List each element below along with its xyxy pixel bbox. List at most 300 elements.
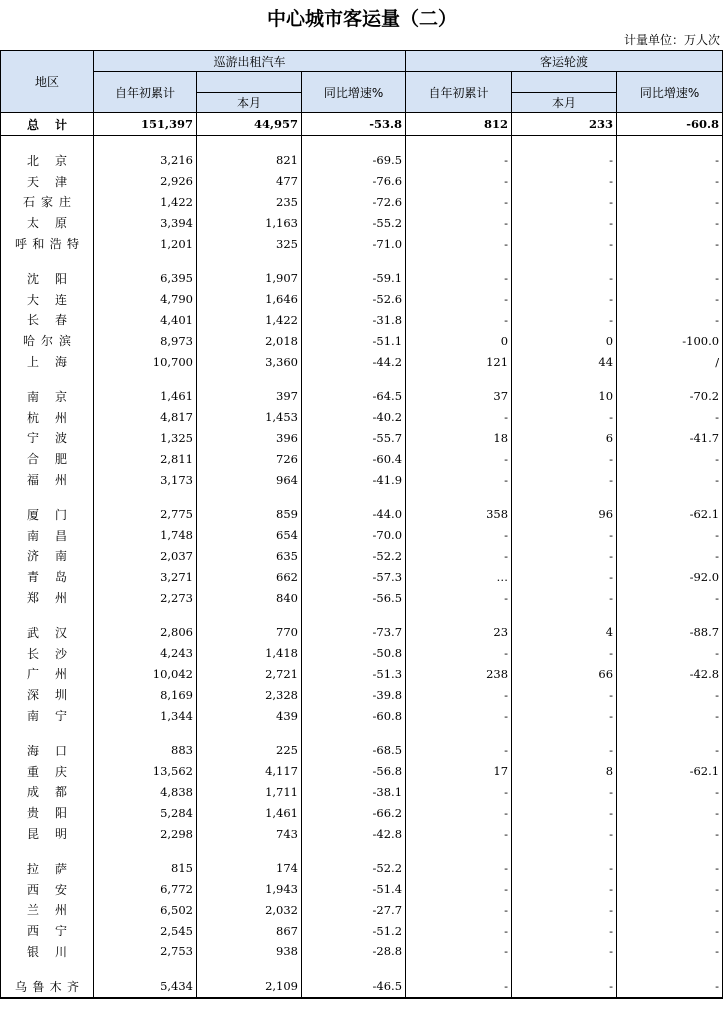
region-cell: 乌鲁木齐: [1, 976, 94, 998]
taxi-yoy-cell: -39.8: [302, 684, 406, 705]
ferry-ytd-cell: -: [406, 546, 512, 567]
ferry-month-cell: -: [512, 643, 617, 664]
ferry-month-cell: -: [512, 289, 617, 310]
table-row: [1, 448, 723, 469]
ferry-yoy-cell: -: [617, 233, 723, 254]
taxi-yoy-cell: -42.8: [302, 823, 406, 844]
taxi-ytd-cell: 4,838: [94, 782, 197, 803]
spacer-cell: [197, 136, 302, 151]
region-cell: 郑州: [1, 587, 94, 608]
region-cell: 石家庄: [1, 192, 94, 213]
table-row: [1, 920, 723, 941]
taxi-month-cell: 3,360: [197, 351, 302, 372]
region-cell: 长沙: [1, 643, 94, 664]
ferry-yoy-cell: -: [617, 782, 723, 803]
table-row: [1, 761, 723, 782]
ferry-yoy-cell: -: [617, 268, 723, 289]
taxi-ytd-cell: 3,173: [94, 469, 197, 490]
taxi-month-cell: 477: [197, 171, 302, 192]
region-cell: 昆明: [1, 823, 94, 844]
ferry-month-cell: 10: [512, 386, 617, 407]
taxi-yoy-cell: -64.5: [302, 386, 406, 407]
taxi-month-cell: 1,711: [197, 782, 302, 803]
table-row: [1, 268, 723, 289]
ferry-ytd-cell: -: [406, 705, 512, 726]
spacer-cell: [406, 726, 512, 740]
spacer-cell: [512, 962, 617, 976]
ferry-yoy-cell: -60.8: [617, 113, 723, 136]
taxi-month-cell: 726: [197, 448, 302, 469]
ferry-month-cell: -: [512, 268, 617, 289]
ferry-yoy-cell: -41.7: [617, 428, 723, 449]
ferry-month-cell: -: [512, 740, 617, 761]
table-row: [1, 941, 723, 962]
spacer-cell: [1, 490, 94, 504]
group-spacer: [1, 608, 723, 622]
table-row: [1, 705, 723, 726]
spacer-cell: [302, 136, 406, 151]
ferry-ytd-cell: -: [406, 643, 512, 664]
header-ferry-month: 本月: [512, 93, 617, 113]
region-cell: 深圳: [1, 684, 94, 705]
header-taxi-blank: [197, 72, 302, 93]
ferry-month-cell: -: [512, 525, 617, 546]
region-cell: 重庆: [1, 761, 94, 782]
table-body: [1, 113, 723, 998]
region-cell: 呼和浩特: [1, 233, 94, 254]
taxi-month-cell: 654: [197, 525, 302, 546]
table-row: [1, 171, 723, 192]
spacer-cell: [94, 254, 197, 268]
region-cell: 贵阳: [1, 802, 94, 823]
table-row: [1, 469, 723, 490]
ferry-ytd-cell: -: [406, 469, 512, 490]
taxi-ytd-cell: 8,169: [94, 684, 197, 705]
ferry-ytd-cell: -: [406, 268, 512, 289]
region-cell: 海口: [1, 740, 94, 761]
group-spacer: [1, 136, 723, 151]
table-row: [1, 684, 723, 705]
spacer-cell: [406, 372, 512, 386]
region-cell: 大连: [1, 289, 94, 310]
taxi-month-cell: 1,163: [197, 212, 302, 233]
header-ferry-blank: [512, 72, 617, 93]
table-row: [1, 879, 723, 900]
taxi-month-cell: 4,117: [197, 761, 302, 782]
taxi-month-cell: 1,422: [197, 310, 302, 331]
taxi-yoy-cell: -56.5: [302, 587, 406, 608]
ferry-ytd-cell: -: [406, 407, 512, 428]
spacer-cell: [94, 136, 197, 151]
taxi-month-cell: 1,453: [197, 407, 302, 428]
ferry-month-cell: -: [512, 879, 617, 900]
ferry-yoy-cell: -100.0: [617, 330, 723, 351]
ferry-ytd-cell: 18: [406, 428, 512, 449]
table-row: [1, 351, 723, 372]
taxi-month-cell: 635: [197, 546, 302, 567]
spacer-cell: [617, 962, 723, 976]
ferry-ytd-cell: -: [406, 941, 512, 962]
spacer-cell: [406, 490, 512, 504]
taxi-yoy-cell: -52.6: [302, 289, 406, 310]
ferry-ytd-cell: -: [406, 976, 512, 998]
ferry-ytd-cell: -: [406, 289, 512, 310]
ferry-month-cell: -: [512, 587, 617, 608]
ferry-month-cell: 44: [512, 351, 617, 372]
taxi-ytd-cell: 3,216: [94, 150, 197, 171]
taxi-month-cell: 859: [197, 504, 302, 525]
ferry-month-cell: 96: [512, 504, 617, 525]
header-ferry-ytd: 自年初累计: [406, 72, 512, 113]
taxi-ytd-cell: 815: [94, 858, 197, 879]
spacer-cell: [197, 490, 302, 504]
taxi-month-cell: 1,646: [197, 289, 302, 310]
header-region: 地区: [1, 51, 94, 113]
spacer-cell: [197, 372, 302, 386]
ferry-ytd-cell: 812: [406, 113, 512, 136]
taxi-ytd-cell: 4,401: [94, 310, 197, 331]
ferry-ytd-cell: 23: [406, 622, 512, 643]
spacer-cell: [512, 844, 617, 858]
taxi-yoy-cell: -70.0: [302, 525, 406, 546]
taxi-month-cell: 662: [197, 566, 302, 587]
spacer-cell: [512, 136, 617, 151]
ferry-yoy-cell: -: [617, 879, 723, 900]
taxi-yoy-cell: -28.8: [302, 941, 406, 962]
passenger-volume-table: [0, 50, 723, 999]
region-cell: 哈尔滨: [1, 330, 94, 351]
taxi-yoy-cell: -66.2: [302, 802, 406, 823]
ferry-yoy-cell: -: [617, 705, 723, 726]
taxi-yoy-cell: -73.7: [302, 622, 406, 643]
ferry-ytd-cell: -: [406, 900, 512, 921]
table-row: [1, 976, 723, 998]
table-row: [1, 192, 723, 213]
taxi-ytd-cell: 13,562: [94, 761, 197, 782]
taxi-ytd-cell: 3,394: [94, 212, 197, 233]
ferry-ytd-cell: -: [406, 192, 512, 213]
ferry-yoy-cell: -: [617, 587, 723, 608]
ferry-month-cell: -: [512, 192, 617, 213]
taxi-ytd-cell: 1,344: [94, 705, 197, 726]
taxi-yoy-cell: -60.8: [302, 705, 406, 726]
taxi-yoy-cell: -44.0: [302, 504, 406, 525]
ferry-month-cell: 233: [512, 113, 617, 136]
group-spacer: [1, 844, 723, 858]
ferry-month-cell: -: [512, 233, 617, 254]
taxi-month-cell: 770: [197, 622, 302, 643]
taxi-ytd-cell: 1,422: [94, 192, 197, 213]
ferry-ytd-cell: -: [406, 212, 512, 233]
spacer-cell: [617, 726, 723, 740]
table-header: [1, 51, 723, 113]
taxi-ytd-cell: 6,502: [94, 900, 197, 921]
ferry-yoy-cell: -: [617, 858, 723, 879]
taxi-ytd-cell: 4,243: [94, 643, 197, 664]
taxi-yoy-cell: -41.9: [302, 469, 406, 490]
taxi-ytd-cell: 2,775: [94, 504, 197, 525]
spacer-cell: [512, 608, 617, 622]
table-row: [1, 802, 723, 823]
region-cell: 武汉: [1, 622, 94, 643]
taxi-month-cell: 1,418: [197, 643, 302, 664]
taxi-ytd-cell: 2,273: [94, 587, 197, 608]
table-row: [1, 900, 723, 921]
table-row: [1, 546, 723, 567]
ferry-yoy-cell: -: [617, 448, 723, 469]
region-cell: 兰州: [1, 900, 94, 921]
spacer-cell: [406, 136, 512, 151]
taxi-month-cell: 2,328: [197, 684, 302, 705]
table-row: [1, 150, 723, 171]
table-row: [1, 310, 723, 331]
taxi-yoy-cell: -59.1: [302, 268, 406, 289]
taxi-yoy-cell: -38.1: [302, 782, 406, 803]
region-cell: 合肥: [1, 448, 94, 469]
ferry-month-cell: -: [512, 212, 617, 233]
region-cell: 南京: [1, 386, 94, 407]
taxi-month-cell: 396: [197, 428, 302, 449]
spacer-cell: [617, 844, 723, 858]
group-spacer: [1, 254, 723, 268]
taxi-month-cell: 743: [197, 823, 302, 844]
ferry-month-cell: -: [512, 858, 617, 879]
spacer-cell: [94, 608, 197, 622]
spacer-cell: [94, 372, 197, 386]
spacer-cell: [617, 254, 723, 268]
taxi-month-cell: 2,032: [197, 900, 302, 921]
ferry-ytd-cell: -: [406, 587, 512, 608]
taxi-ytd-cell: 4,790: [94, 289, 197, 310]
taxi-yoy-cell: -31.8: [302, 310, 406, 331]
taxi-yoy-cell: -55.2: [302, 212, 406, 233]
ferry-month-cell: -: [512, 705, 617, 726]
taxi-ytd-cell: 5,284: [94, 802, 197, 823]
taxi-ytd-cell: 2,811: [94, 448, 197, 469]
taxi-month-cell: 397: [197, 386, 302, 407]
ferry-ytd-cell: -: [406, 879, 512, 900]
spacer-cell: [302, 962, 406, 976]
ferry-ytd-cell: -: [406, 310, 512, 331]
region-cell: 南宁: [1, 705, 94, 726]
taxi-yoy-cell: -71.0: [302, 233, 406, 254]
ferry-yoy-cell: -: [617, 684, 723, 705]
table-row: [1, 407, 723, 428]
ferry-ytd-cell: -: [406, 920, 512, 941]
ferry-yoy-cell: -: [617, 407, 723, 428]
spacer-cell: [197, 844, 302, 858]
ferry-month-cell: -: [512, 566, 617, 587]
spacer-cell: [302, 726, 406, 740]
taxi-month-cell: 235: [197, 192, 302, 213]
ferry-yoy-cell: -42.8: [617, 664, 723, 685]
ferry-yoy-cell: -62.1: [617, 761, 723, 782]
taxi-yoy-cell: -56.8: [302, 761, 406, 782]
table-row: [1, 289, 723, 310]
ferry-ytd-cell: 238: [406, 664, 512, 685]
taxi-yoy-cell: -46.5: [302, 976, 406, 998]
region-cell: 厦门: [1, 504, 94, 525]
ferry-ytd-cell: -: [406, 858, 512, 879]
region-cell: 宁波: [1, 428, 94, 449]
taxi-yoy-cell: -72.6: [302, 192, 406, 213]
ferry-ytd-cell: -: [406, 684, 512, 705]
taxi-ytd-cell: 10,042: [94, 664, 197, 685]
header-ferry: 客运轮渡: [406, 51, 723, 72]
ferry-month-cell: -: [512, 407, 617, 428]
ferry-yoy-cell: -: [617, 150, 723, 171]
taxi-ytd-cell: 2,926: [94, 171, 197, 192]
taxi-ytd-cell: 1,325: [94, 428, 197, 449]
taxi-yoy-cell: -51.1: [302, 330, 406, 351]
table-row: [1, 782, 723, 803]
taxi-yoy-cell: -51.2: [302, 920, 406, 941]
spacer-cell: [197, 962, 302, 976]
ferry-yoy-cell: -92.0: [617, 566, 723, 587]
ferry-yoy-cell: -: [617, 192, 723, 213]
table-row: [1, 212, 723, 233]
ferry-ytd-cell: …: [406, 566, 512, 587]
table-row: [1, 643, 723, 664]
region-cell: 福州: [1, 469, 94, 490]
spacer-cell: [406, 844, 512, 858]
spacer-cell: [512, 372, 617, 386]
taxi-month-cell: 964: [197, 469, 302, 490]
taxi-month-cell: 174: [197, 858, 302, 879]
spacer-cell: [1, 608, 94, 622]
ferry-yoy-cell: -: [617, 546, 723, 567]
taxi-ytd-cell: 5,434: [94, 976, 197, 998]
group-spacer: [1, 372, 723, 386]
table-row: [1, 330, 723, 351]
ferry-yoy-cell: -: [617, 941, 723, 962]
region-cell: 太原: [1, 212, 94, 233]
spacer-cell: [94, 726, 197, 740]
ferry-yoy-cell: -70.2: [617, 386, 723, 407]
ferry-yoy-cell: -: [617, 171, 723, 192]
table-row: [1, 823, 723, 844]
taxi-ytd-cell: 2,037: [94, 546, 197, 567]
taxi-yoy-cell: -51.4: [302, 879, 406, 900]
ferry-yoy-cell: -: [617, 920, 723, 941]
region-cell: 长春: [1, 310, 94, 331]
ferry-ytd-cell: -: [406, 448, 512, 469]
taxi-month-cell: 44,957: [197, 113, 302, 136]
spacer-cell: [1, 962, 94, 976]
taxi-yoy-cell: -52.2: [302, 858, 406, 879]
ferry-yoy-cell: -: [617, 643, 723, 664]
ferry-month-cell: -: [512, 150, 617, 171]
taxi-month-cell: 225: [197, 740, 302, 761]
ferry-month-cell: -: [512, 976, 617, 998]
taxi-yoy-cell: -57.3: [302, 566, 406, 587]
region-cell: 广州: [1, 664, 94, 685]
ferry-yoy-cell: -: [617, 740, 723, 761]
taxi-month-cell: 325: [197, 233, 302, 254]
ferry-ytd-cell: -: [406, 823, 512, 844]
taxi-yoy-cell: -44.2: [302, 351, 406, 372]
region-cell: 北京: [1, 150, 94, 171]
header-taxi: 巡游出租汽车: [94, 51, 406, 72]
taxi-ytd-cell: 6,395: [94, 268, 197, 289]
ferry-month-cell: -: [512, 782, 617, 803]
taxi-ytd-cell: 8,973: [94, 330, 197, 351]
taxi-month-cell: 1,943: [197, 879, 302, 900]
ferry-yoy-cell: -: [617, 469, 723, 490]
table-row: [1, 622, 723, 643]
ferry-month-cell: -: [512, 546, 617, 567]
ferry-month-cell: 8: [512, 761, 617, 782]
taxi-yoy-cell: -53.8: [302, 113, 406, 136]
header-ferry-yoy: 同比增速%: [617, 72, 723, 113]
taxi-yoy-cell: -76.6: [302, 171, 406, 192]
spacer-cell: [512, 254, 617, 268]
region-cell: 青岛: [1, 566, 94, 587]
region-cell: 西安: [1, 879, 94, 900]
spacer-cell: [512, 490, 617, 504]
taxi-ytd-cell: 1,201: [94, 233, 197, 254]
ferry-month-cell: -: [512, 310, 617, 331]
spacer-cell: [1, 254, 94, 268]
taxi-yoy-cell: -40.2: [302, 407, 406, 428]
spacer-cell: [617, 136, 723, 151]
spacer-cell: [302, 608, 406, 622]
header-taxi-yoy: 同比增速%: [302, 72, 406, 113]
taxi-month-cell: 2,018: [197, 330, 302, 351]
ferry-ytd-cell: 37: [406, 386, 512, 407]
taxi-month-cell: 821: [197, 150, 302, 171]
ferry-month-cell: 66: [512, 664, 617, 685]
taxi-month-cell: 2,721: [197, 664, 302, 685]
page-title: 中心城市客运量（二）: [266, 8, 457, 30]
ferry-yoy-cell: -: [617, 212, 723, 233]
spacer-cell: [617, 608, 723, 622]
taxi-ytd-cell: 2,753: [94, 941, 197, 962]
taxi-ytd-cell: 1,748: [94, 525, 197, 546]
table-row: [1, 386, 723, 407]
taxi-ytd-cell: 1,461: [94, 386, 197, 407]
ferry-yoy-cell: -: [617, 976, 723, 998]
taxi-ytd-cell: 2,545: [94, 920, 197, 941]
taxi-ytd-cell: 151,397: [94, 113, 197, 136]
table-row: [1, 566, 723, 587]
unit-label: 计量单位：万人次: [623, 33, 720, 47]
ferry-month-cell: -: [512, 941, 617, 962]
table-row: [1, 858, 723, 879]
taxi-ytd-cell: 883: [94, 740, 197, 761]
ferry-month-cell: -: [512, 823, 617, 844]
ferry-ytd-cell: 0: [406, 330, 512, 351]
ferry-yoy-cell: -: [617, 802, 723, 823]
group-spacer: [1, 726, 723, 740]
ferry-ytd-cell: -: [406, 150, 512, 171]
ferry-ytd-cell: 17: [406, 761, 512, 782]
table-row-total: [1, 113, 723, 136]
ferry-month-cell: 6: [512, 428, 617, 449]
spacer-cell: [94, 490, 197, 504]
spacer-cell: [197, 608, 302, 622]
ferry-ytd-cell: -: [406, 782, 512, 803]
ferry-month-cell: -: [512, 448, 617, 469]
taxi-yoy-cell: -27.7: [302, 900, 406, 921]
spacer-cell: [197, 254, 302, 268]
taxi-month-cell: 867: [197, 920, 302, 941]
taxi-month-cell: 1,461: [197, 802, 302, 823]
spacer-cell: [302, 844, 406, 858]
taxi-yoy-cell: -55.7: [302, 428, 406, 449]
ferry-month-cell: -: [512, 171, 617, 192]
ferry-ytd-cell: 121: [406, 351, 512, 372]
